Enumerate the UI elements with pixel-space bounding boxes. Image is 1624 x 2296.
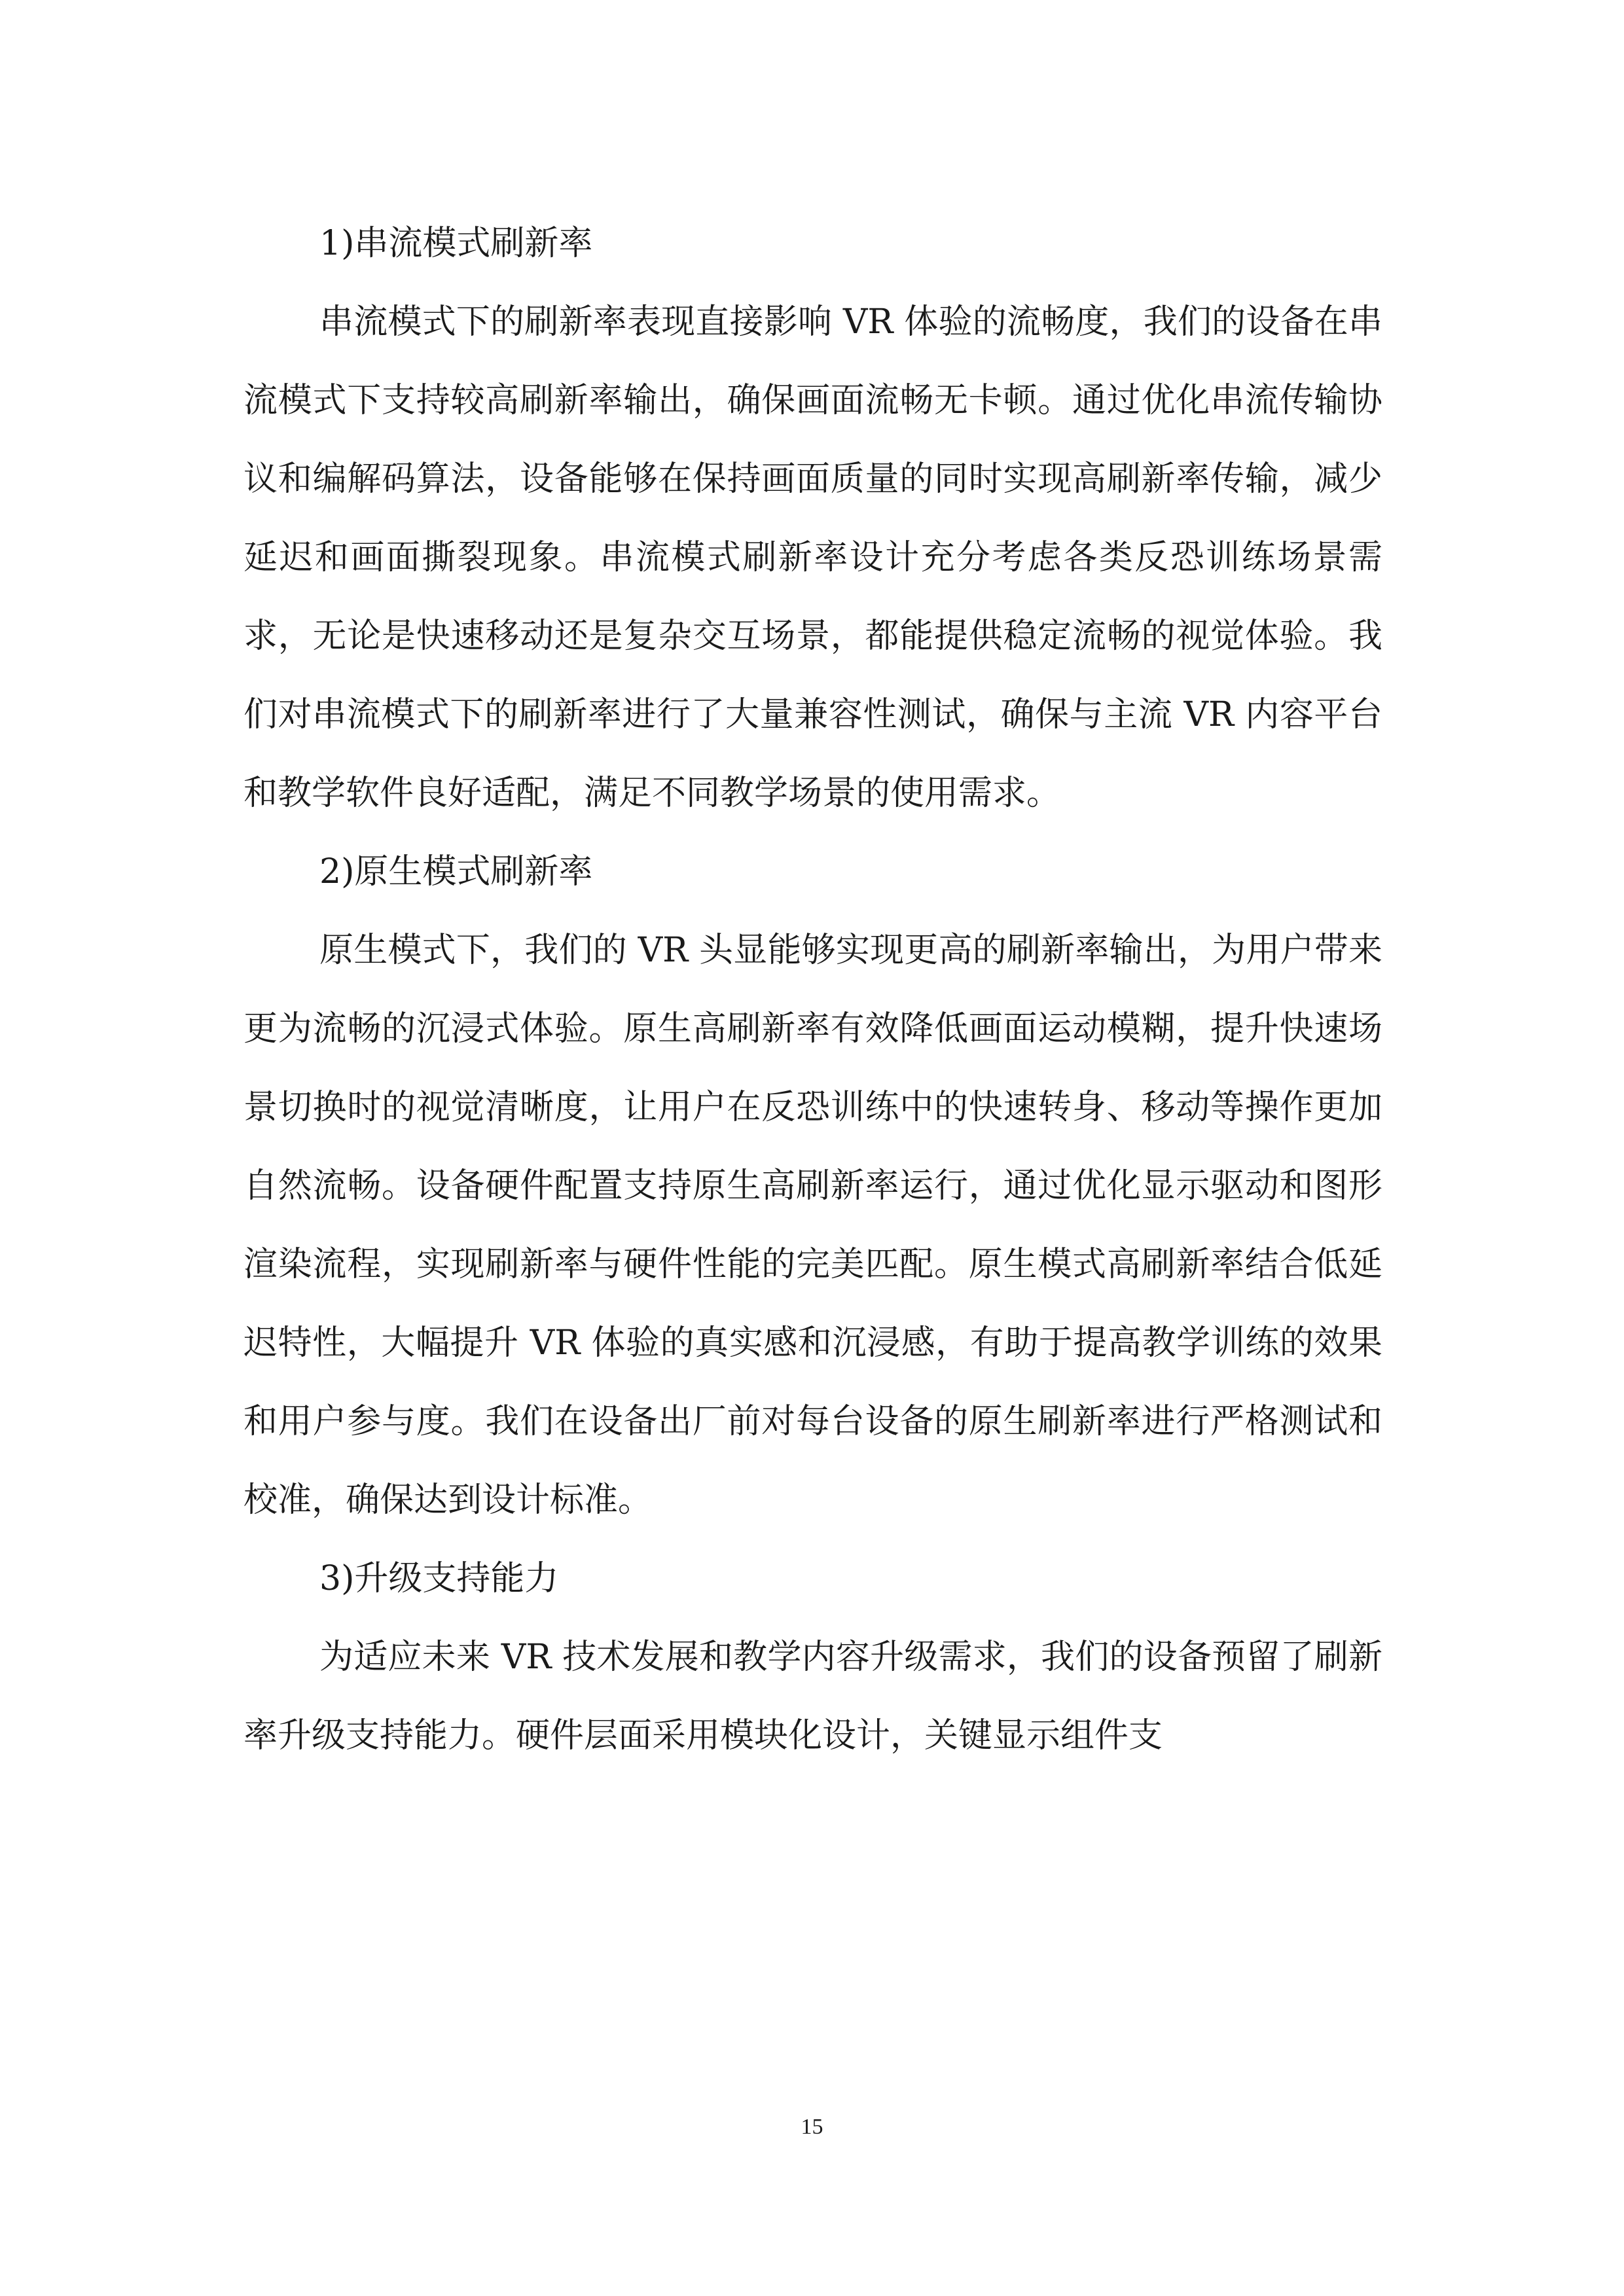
page-number: 15 (801, 2115, 823, 2139)
section-heading-upgrade-support: 3)升级支持能力 (319, 1559, 559, 1598)
section-heading-native-refresh-rate: 2)原生模式刷新率 (319, 852, 593, 891)
section-paragraph-native-refresh-rate: 原生模式下，我们的 VR 头显能够实现更高的刷新率输出，为用户带来更为流畅的沉浸式体验。原生高刷新率有效降低画面运动模糊，提升快速场景切换时的视觉清晰度，让用户在反恐训练中的快速转身、移动等操作更加自然流畅。设备硬件配置支持原生高刷新率运行，通过优化显示驱动和图形渲染流程，实现刷新率与硬件性能的完美匹配。原生模式高刷新率结合低延迟特性，大幅提升 VR 体验的真实感和沉浸感，有助于提高教学训练的效果和用户参与度。我们在设备出厂前对每台设备的原生刷新率进行严格测试和校准，确保达到设计标准。 (244, 931, 1382, 1520)
document-body (244, 204, 1382, 1775)
section-paragraph-streaming-refresh-rate: 串流模式下的刷新率表现直接影响 VR 体验的流畅度，我们的设备在串流模式下支持较高刷新率输出，确保画面流畅无卡顿。通过优化串流传输协议和编解码算法，设备能够在保持画面质量的同时实现高刷新率传输，减少延迟和画面撕裂现象。串流模式刷新率设计充分考虑各类反恐训练场景需求，无论是快速移动还是复杂交互场景，都能提供稳定流畅的视觉体验。我们对串流模式下的刷新率进行了大量兼容性测试，确保与主流 VR 内容平台和教学软件良好适配，满足不同教学场景的使用需求。 (244, 302, 1382, 813)
section-paragraph-upgrade-support: 为适应未来 VR 技术发展和教学内容升级需求，我们的设备预留了刷新率升级支持能力。硬件层面采用模块化设计，关键显示组件支 (244, 1638, 1382, 1755)
section-heading-streaming-refresh-rate: 1)串流模式刷新率 (319, 224, 593, 263)
